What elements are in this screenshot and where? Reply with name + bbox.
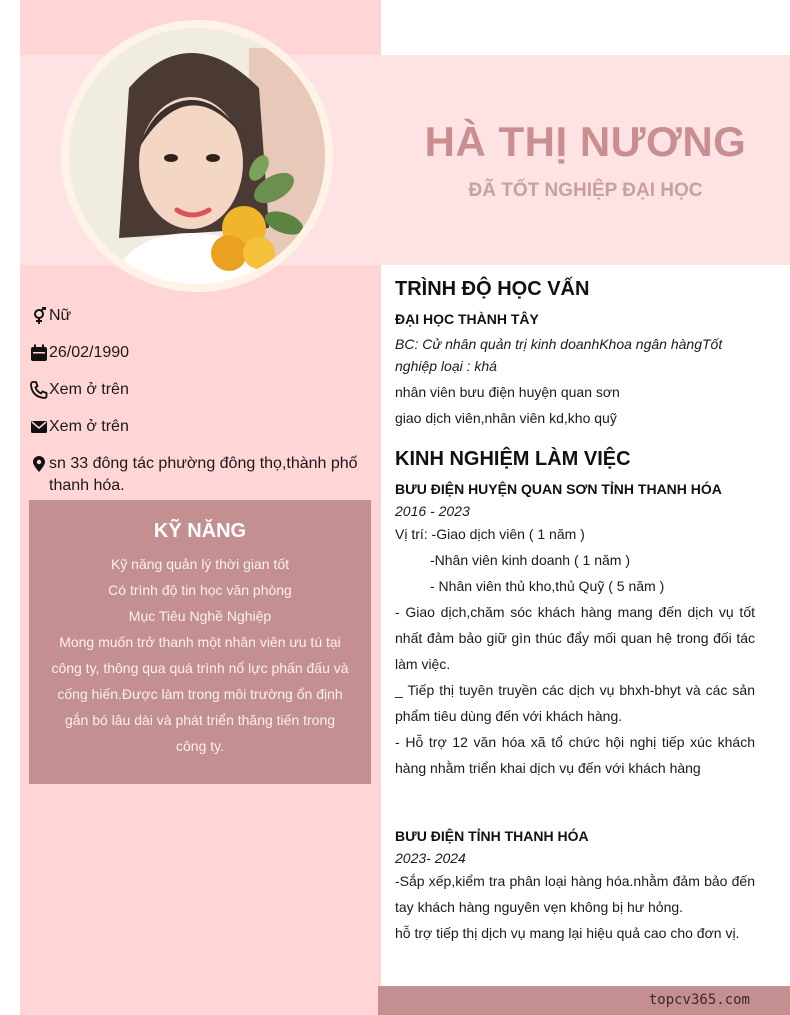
job2-company: BƯU ĐIỆN TỈNH THANH HÓA bbox=[395, 828, 589, 844]
job1-position: -Nhân viên kinh doanh ( 1 năm ) bbox=[430, 552, 630, 568]
job1-position: Vị trí: -Giao dịch viên ( 1 năm ) bbox=[395, 526, 585, 542]
phone-value: Xem ở trên bbox=[49, 381, 129, 398]
contact-address bbox=[30, 453, 370, 497]
job1-position: - Nhân viên thủ kho,thủ Quỹ ( 5 năm ) bbox=[430, 578, 665, 594]
job2-description: -Sắp xếp,kiểm tra phân loại hàng hóa.nhằm đảm bảo đến tay khách hàng nguyên vẹn không bị hư hỏng. bbox=[395, 873, 755, 915]
candidate-name: HÀ THỊ NƯƠNG bbox=[424, 118, 747, 165]
skills-line: Mục Tiêu Nghề Nghiệp bbox=[128, 608, 272, 624]
calendar-icon bbox=[30, 344, 49, 369]
education-section bbox=[395, 278, 755, 431]
profile-photo bbox=[69, 28, 325, 284]
skills-line: Kỹ năng quản lý thời gian tốt bbox=[110, 556, 290, 572]
experience-section bbox=[395, 448, 755, 781]
education-title: TRÌNH ĐỘ HỌC VẤN bbox=[395, 278, 590, 300]
address-value bbox=[49, 453, 358, 497]
skills-line: công ty, thông qua quá trình nổ lực phấn đấu và bbox=[51, 660, 349, 676]
skills-box bbox=[29, 500, 371, 784]
skills-line: Có trình độ tin học văn phòng bbox=[108, 582, 292, 598]
job2-description: hỗ trợ tiếp thị dịch vụ mang lại hiệu quả cao cho đơn vị. bbox=[395, 925, 740, 941]
skills-title: KỸ NĂNG bbox=[153, 520, 247, 542]
degree-line-1: BC: Cử nhân quản trị kinh doanhKhoa ngân hàngTốt bbox=[395, 336, 723, 352]
email-value: Xem ở trên bbox=[49, 418, 129, 435]
email-icon bbox=[30, 418, 49, 443]
job1-description: - Hỗ trợ 12 văn hóa xã tổ chức hội nghị tiếp xúc khách hàng nhằm triển khai dịch vụ đến với khách hàng bbox=[395, 734, 755, 776]
job2-period: 2023- 2024 bbox=[395, 850, 466, 866]
portrait-illustration bbox=[69, 28, 325, 284]
footer-site: topcv365.com bbox=[648, 992, 750, 1008]
job1-description: _ Tiếp thị tuyên truyền các dịch vụ bhxh-bhyt và các sản phẩm tiêu dùng đến với khách hàng. bbox=[395, 682, 755, 724]
contact-gender bbox=[30, 305, 370, 332]
job1-company: BƯU ĐIỆN HUYỆN QUAN SƠN TỈNH THANH HÓA bbox=[395, 481, 722, 497]
address-line-1: sn 33 đông tác phường đông thọ,thành phố bbox=[49, 455, 358, 472]
contact-birthday bbox=[30, 342, 370, 369]
education-note-1: nhân viên bưu điện huyện quan sơn bbox=[395, 384, 620, 400]
education-note-2: giao dịch viên,nhân viên kd,kho quỹ bbox=[395, 410, 617, 426]
contact-phone bbox=[30, 379, 370, 406]
job1-description: - Giao dịch,chăm sóc khách hàng mang đến dịch vụ tốt nhất đảm bảo giữ gìn thúc đẩy mối quan hệ trong đối tác làm việc. bbox=[395, 604, 755, 672]
skills-line: gắn bó lâu dài và phát triển thăng tiến trong bbox=[64, 712, 336, 728]
experience-job-2 bbox=[395, 828, 755, 946]
birthday-value: 26/02/1990 bbox=[49, 344, 130, 361]
address-line-2: thanh hóa. bbox=[49, 477, 125, 494]
skills-line: cống hiến.Được làm trong môi trường ổn định bbox=[57, 686, 343, 702]
job1-period: 2016 - 2023 bbox=[395, 503, 470, 519]
experience-title: KINH NGHIỆM LÀM VIỆC bbox=[395, 448, 631, 470]
candidate-subtitle: ĐÃ TỐT NGHIỆP ĐẠI HỌC bbox=[468, 180, 703, 201]
degree-line-2: nghiệp loại : khá bbox=[395, 358, 497, 374]
skills-line: Mong muốn trở thanh một nhân viên ưu tú tại bbox=[59, 634, 341, 650]
location-pin-icon bbox=[30, 455, 49, 480]
avatar bbox=[61, 20, 333, 292]
school-name: ĐẠI HỌC THÀNH TÂY bbox=[395, 311, 539, 327]
phone-icon bbox=[30, 381, 49, 406]
contact-email bbox=[30, 416, 370, 443]
gender-icon bbox=[30, 307, 49, 332]
gender-value: Nữ bbox=[49, 307, 72, 324]
contact-info bbox=[30, 305, 370, 507]
footer-bar bbox=[378, 986, 790, 1015]
skills-line: công ty. bbox=[176, 738, 224, 754]
